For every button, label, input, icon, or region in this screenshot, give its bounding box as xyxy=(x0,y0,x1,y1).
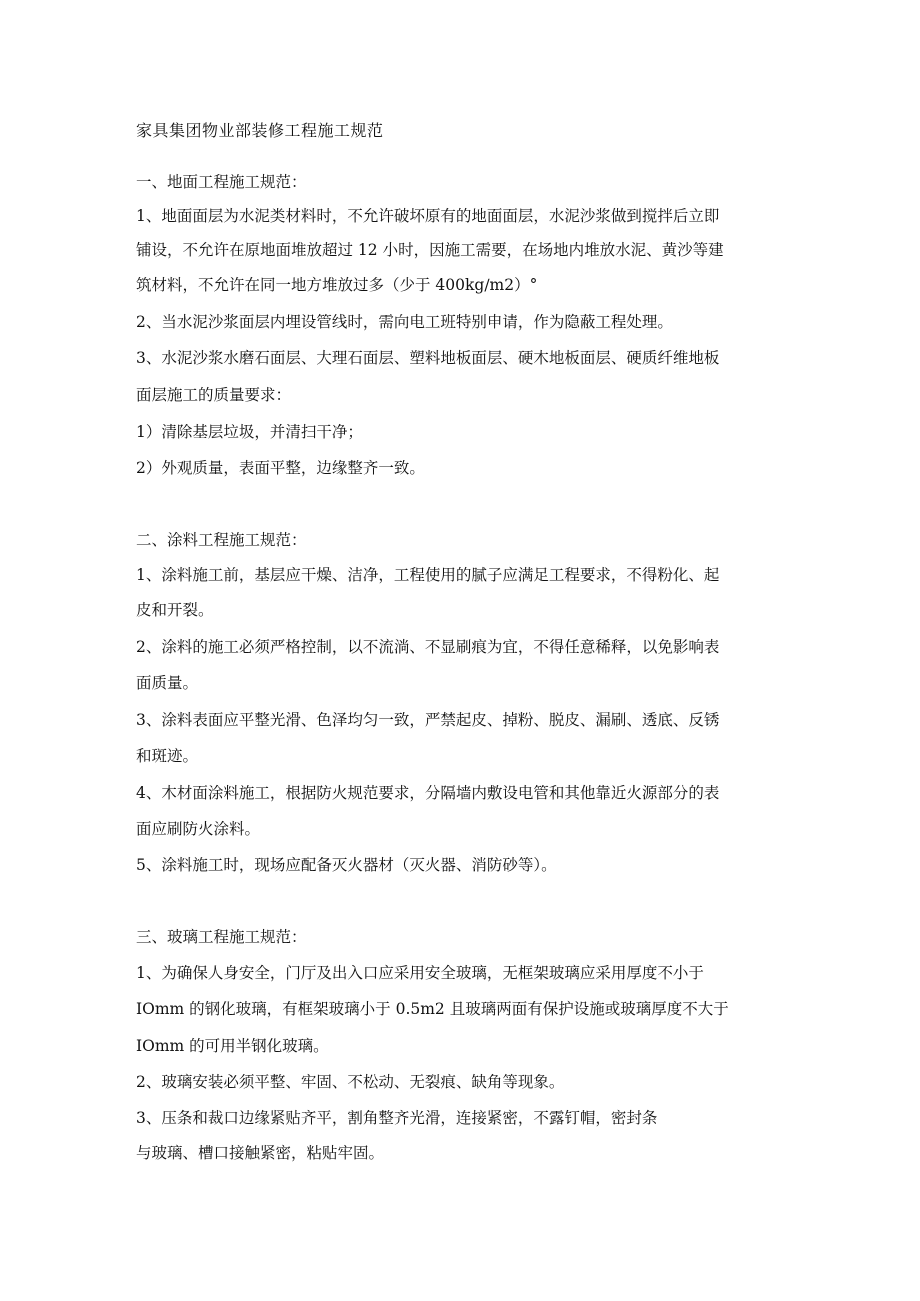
paragraph-line: 皮和开裂。 xyxy=(136,601,214,619)
paragraph-line: 面层施工的质量要求： xyxy=(136,386,292,404)
paragraph-line: 2）外观质量，表面平整，边缘整齐一致。 xyxy=(136,459,425,477)
paragraph-line: 1）清除基层垃圾，并清扫干净； xyxy=(136,423,363,441)
paragraph-line: 4、木材面涂料施工，根据防火规范要求，分隔墙内敷设电管和其他靠近火源部分的表 xyxy=(136,784,720,802)
paragraph-line: 2、涂料的施工必须严格控制，以不流淌、不显刷痕为宜，不得任意稀释，以免影响表 xyxy=(136,638,720,656)
paragraph-line: 铺设，不允许在原地面堆放超过 12 小时，因施工需要，在场地内堆放水泥、黄沙等建 xyxy=(136,241,724,259)
paragraph-line: 2、当水泥沙浆面层内埋设管线时，需向电工班特别申请，作为隐蔽工程处理。 xyxy=(136,313,673,331)
paragraph-line: 筑材料，不允许在同一地方堆放过多（少于 400kg∕m2）° xyxy=(136,276,538,294)
paragraph-line: IOmm 的可用半钢化玻璃。 xyxy=(136,1037,329,1055)
paragraph-line: 3、压条和裁口边缘紧贴齐平，割角整齐光滑，连接紧密，不露钉帽，密封条 xyxy=(136,1109,658,1127)
paragraph-line: 5、涂料施工时，现场应配备灭火器材（灭火器、消防砂等）。 xyxy=(136,856,557,874)
paragraph-line: IOmm 的钢化玻璃，有框架玻璃小于 0.5m2 且玻璃两面有保护设施或玻璃厚度不大于 xyxy=(136,1000,729,1018)
paragraph-line: 面质量。 xyxy=(136,674,199,692)
paragraph-line: 3、水泥沙浆水磨石面层、大理石面层、塑料地板面层、硬木地板面层、硬质纤维地板 xyxy=(136,349,720,367)
section-heading-coating: 二、涂料工程施工规范： xyxy=(136,531,307,549)
section-heading-glass: 三、玻璃工程施工规范： xyxy=(136,928,307,946)
paragraph-line: 和斑迹。 xyxy=(136,747,199,765)
paragraph-line: 1、为确保人身安全，门厅及出入口应采用安全玻璃，无框架玻璃应采用厚度不小于 xyxy=(136,964,704,982)
document-title: 家具集团物业部装修工程施工规范 xyxy=(136,121,384,140)
paragraph-line: 1、地面面层为水泥类材料时，不允许破坏原有的地面面层，水泥沙浆做到搅拌后立即 xyxy=(136,207,720,225)
paragraph-line: 1、涂料施工前，基层应干燥、洁净，工程使用的腻子应满足工程要求，不得粉化、起 xyxy=(136,566,720,584)
section-heading-floor: 一、地面工程施工规范： xyxy=(136,173,307,191)
paragraph-line: 与玻璃、槽口接触紧密，粘贴牢固。 xyxy=(136,1144,385,1162)
paragraph-line: 面应刷防火涂料。 xyxy=(136,820,261,838)
paragraph-line: 3、涂料表面应平整光滑、色泽均匀一致，严禁起皮、掉粉、脱皮、漏刷、透底、反锈 xyxy=(136,711,720,729)
paragraph-line: 2、玻璃安装必须平整、牢固、不松动、无裂痕、缺角等现象。 xyxy=(136,1073,565,1091)
